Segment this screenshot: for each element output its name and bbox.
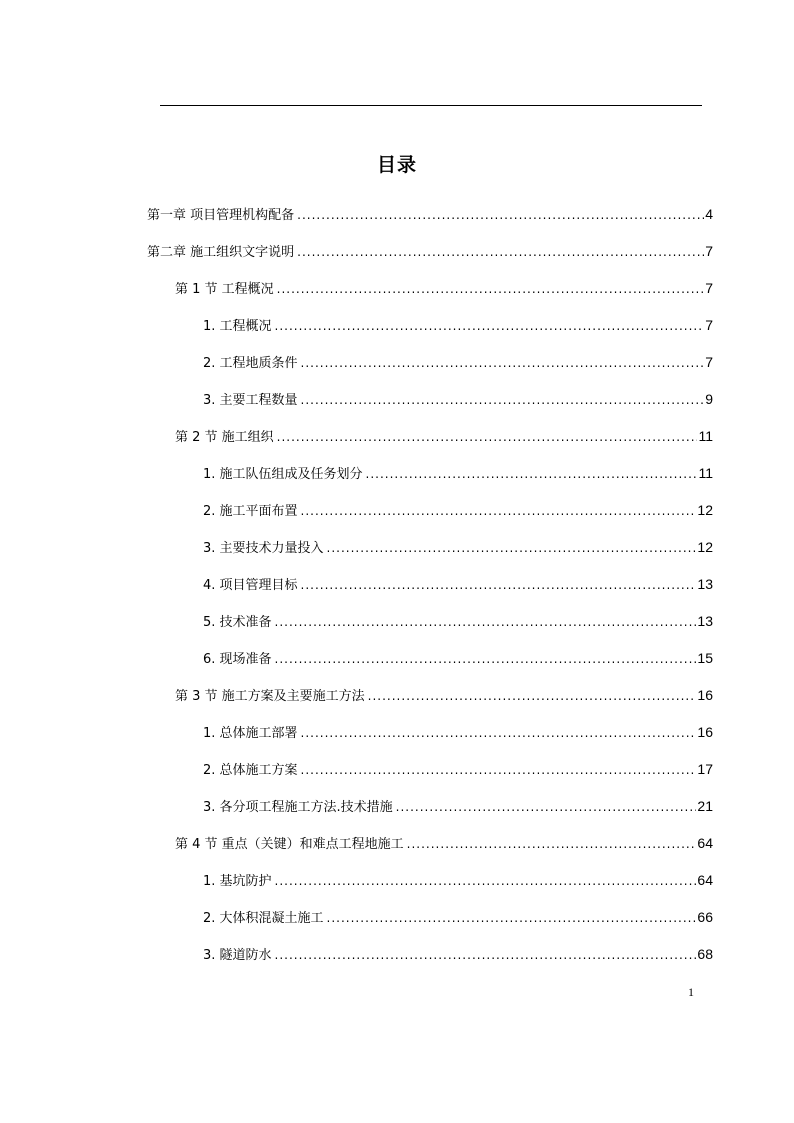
toc-entry[interactable] — [203, 871, 713, 889]
toc-entry-label: 3. 主要工程数量 — [203, 393, 298, 408]
toc-entry[interactable] — [203, 723, 713, 741]
toc-dot-leader — [301, 576, 697, 594]
toc-entry-label: 第 1 节 工程概况 — [175, 282, 274, 297]
toc-dot-leader — [275, 613, 697, 631]
toc-entry-page: 17 — [697, 761, 713, 777]
toc-entry[interactable] — [175, 427, 713, 445]
toc-entry[interactable] — [175, 279, 713, 297]
toc-dot-leader — [275, 650, 697, 668]
toc-entry[interactable] — [203, 760, 713, 778]
toc-dot-leader — [277, 428, 698, 446]
toc-entry[interactable] — [203, 501, 713, 519]
toc-entry-label: 2. 施工平面布置 — [203, 504, 298, 519]
toc-entry[interactable] — [203, 575, 713, 593]
toc-entry[interactable] — [203, 464, 713, 482]
toc-entry-label: 3. 各分项工程施工方法.技术措施 — [203, 800, 393, 815]
toc-entry[interactable] — [175, 686, 713, 704]
toc-entry-page: 16 — [697, 687, 713, 703]
page-title: 目录 — [376, 154, 417, 176]
toc-dot-leader — [297, 206, 704, 224]
toc-entry-page: 13 — [697, 613, 713, 629]
toc-dot-leader — [301, 502, 697, 520]
toc-entry-page: 4 — [705, 206, 713, 222]
toc-dot-leader — [275, 946, 697, 964]
toc-entry-label: 1. 基坑防护 — [203, 874, 272, 889]
toc-entry[interactable] — [203, 797, 713, 815]
toc-entry-label: 2. 总体施工方案 — [203, 763, 298, 778]
page-number: 1 — [688, 985, 694, 999]
toc-entry-label: 第 4 节 重点（关键）和难点工程地施工 — [175, 837, 404, 852]
toc-entry[interactable] — [147, 242, 713, 260]
toc-entry-label: 6. 现场准备 — [203, 652, 272, 667]
toc-entry-page: 12 — [697, 539, 713, 555]
toc-dot-leader — [275, 872, 697, 890]
toc-dot-leader — [327, 539, 697, 557]
toc-entry[interactable] — [175, 834, 713, 852]
toc-entry[interactable] — [147, 205, 713, 223]
toc-dot-leader — [396, 798, 697, 816]
toc-dot-leader — [275, 317, 705, 335]
toc-entry-label: 1. 工程概况 — [203, 319, 272, 334]
toc-entry-label: 第 2 节 施工组织 — [175, 430, 274, 445]
toc-dot-leader — [366, 465, 698, 483]
toc-entry-page: 11 — [698, 465, 713, 481]
toc-entry[interactable] — [203, 316, 713, 334]
toc-entry-page: 7 — [705, 354, 713, 370]
toc-dot-leader — [327, 909, 697, 927]
toc-entry-page: 7 — [705, 243, 713, 259]
toc-entry-page: 66 — [697, 909, 713, 925]
toc-dot-leader — [301, 761, 697, 779]
toc-dot-leader — [368, 687, 697, 705]
toc-entry-label: 1. 施工队伍组成及任务划分 — [203, 467, 363, 482]
toc-entry-page: 9 — [705, 391, 713, 407]
toc-entry-label: 2. 工程地质条件 — [203, 356, 298, 371]
header-rule — [160, 105, 702, 106]
toc-entry-page: 7 — [705, 317, 713, 333]
toc-entry-label: 4. 项目管理目标 — [203, 578, 298, 593]
toc-dot-leader — [301, 354, 705, 372]
toc-entry-page: 7 — [705, 280, 713, 296]
toc-dot-leader — [407, 835, 697, 853]
toc-dot-leader — [297, 243, 704, 261]
toc-entry[interactable] — [203, 390, 713, 408]
toc-entry-page: 64 — [697, 872, 713, 888]
toc-entry-label: 第 3 节 施工方案及主要施工方法 — [175, 689, 365, 704]
toc-entry-page: 68 — [697, 946, 713, 962]
toc-entry-label: 第二章 施工组织文字说明 — [147, 245, 295, 260]
toc-entry-page: 16 — [697, 724, 713, 740]
toc-dot-leader — [277, 280, 705, 298]
toc-entry-label: 第一章 项目管理机构配备 — [147, 208, 295, 223]
toc-entry-page: 21 — [697, 798, 713, 814]
toc-dot-leader — [301, 724, 697, 742]
toc-entry-label: 2. 大体积混凝土施工 — [203, 911, 324, 926]
toc-entry[interactable] — [203, 945, 713, 963]
toc-entry[interactable] — [203, 612, 713, 630]
toc-entry-label: 3. 主要技术力量投入 — [203, 541, 324, 556]
toc-entry-page: 12 — [697, 502, 713, 518]
toc-entry-page: 64 — [697, 835, 713, 851]
toc-entry-label: 3. 隧道防水 — [203, 948, 272, 963]
toc-entry-page: 15 — [697, 650, 713, 666]
toc-entry[interactable] — [203, 908, 713, 926]
toc-entry[interactable] — [203, 649, 713, 667]
toc-entry-page: 13 — [697, 576, 713, 592]
toc-dot-leader — [301, 391, 705, 409]
toc-entry[interactable] — [203, 353, 713, 371]
toc-entry[interactable] — [203, 538, 713, 556]
toc-entry-label: 1. 总体施工部署 — [203, 726, 298, 741]
toc-entry-page: 11 — [698, 428, 713, 444]
toc-entry-label: 5. 技术准备 — [203, 615, 272, 630]
